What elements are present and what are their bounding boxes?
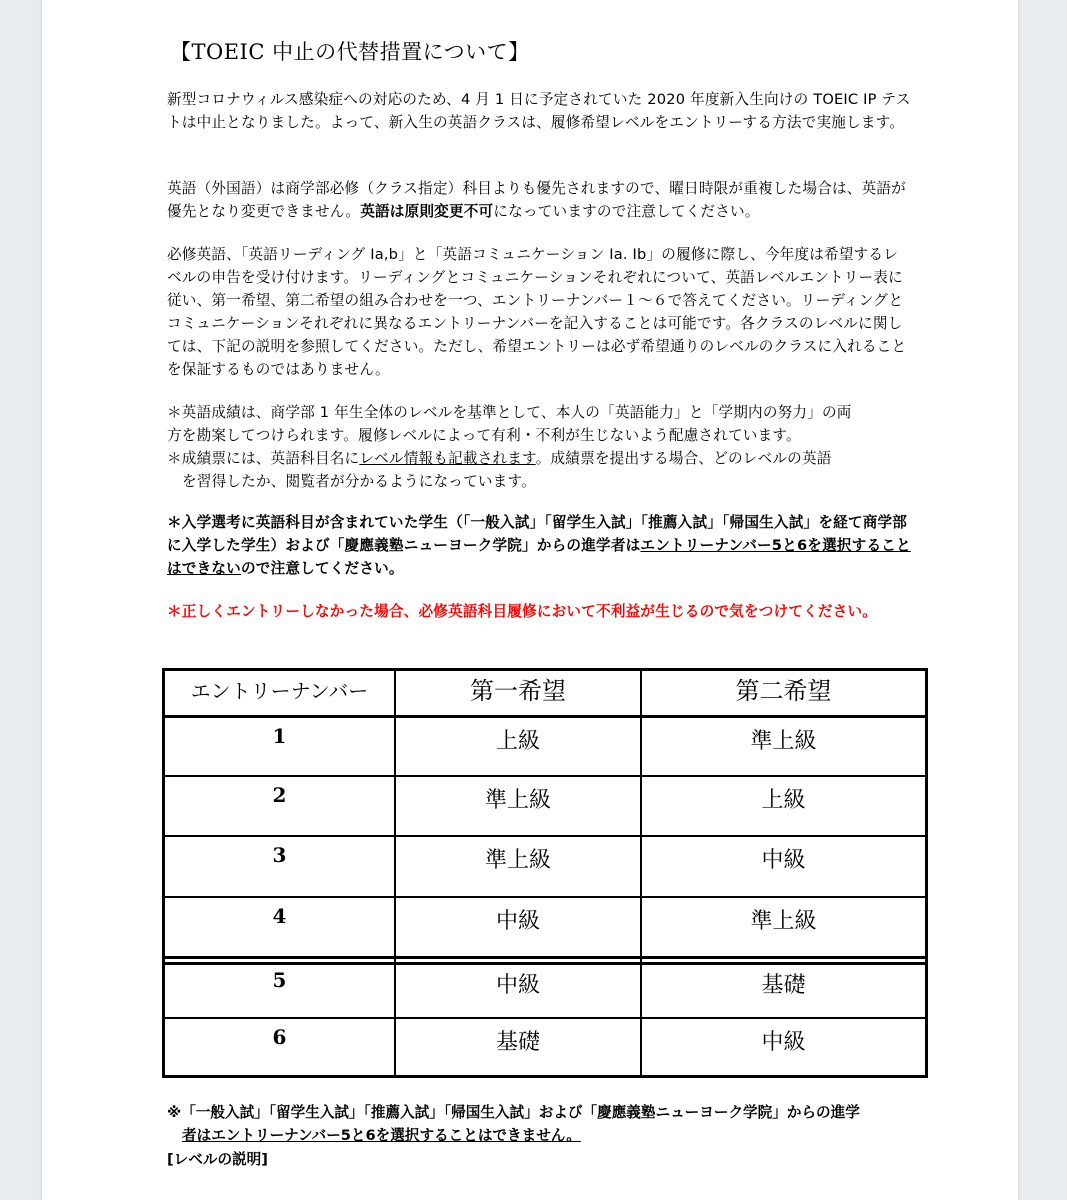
header-second-choice: 第二希望 bbox=[640, 671, 925, 715]
page-title: 【TOEIC 中止の代替措置について】 bbox=[170, 40, 530, 64]
table-row: 3 準上級 中級 bbox=[165, 837, 925, 896]
header-entry-number: エントリーナンバー bbox=[190, 679, 369, 703]
document-page bbox=[42, 0, 1018, 1200]
table-row: 6 基礎 中級 bbox=[165, 1019, 925, 1075]
exam-restriction-warning: ＊入学選考に英語科目が含まれていた学生（「一般入試」「留学生入試」「推薦入試」「帰国生入試」を経て商学部に入学した学生）および「慶應義塾ニューヨーク学院」からの進学者はエントリーナンバー5と6を選択することはできないので注意してください。 bbox=[167, 514, 911, 577]
entry-table bbox=[162, 668, 928, 1078]
table-header-row bbox=[165, 671, 925, 715]
transcript-note: ＊成績票には、英語科目名にレベル情報も記載されます。成績票を提出する場合、どのレベルの英語 bbox=[167, 450, 832, 467]
table-row: 5 中級 基礎 bbox=[165, 959, 925, 1017]
table-row: 4 中級 準上級 bbox=[165, 898, 925, 956]
priority-paragraph: 英語（外国語）は商学部必修（クラス指定）科目よりも優先されますので、曜日時限が重複した場合は、英語が優先となり変更できません。英語は原則変更不可になっていますので注意してください。 bbox=[167, 180, 906, 220]
footnote: ※「一般入試」「留学生入試」「推薦入試」「帰国生入試」および「慶應義塾ニューヨーク学院」からの進学 者はエントリーナンバー5と6を選択することはできません。 bbox=[167, 1104, 860, 1144]
entry-error-warning: ＊正しくエントリーしなかった場合、必修英語科目履修において不利益が生じるので気をつけてください。 bbox=[167, 603, 878, 620]
grading-note: ＊英語成績は、商学部 1 年生全体のレベルを基準として、本人の「英語能力」と「学期内の努力」の両 方を勘案してつけられます。履修レベルによって有利・不利が生じないよう配慮されています。 ＊成績票には、英語科目名にレベル情報も記載されます。成績票を提出する場合、どのレベルの英語 を習得したか、閲覧者が分かるようになっています。 bbox=[167, 401, 912, 493]
table-row: 1 上級 準上級 bbox=[165, 718, 925, 775]
no-change-emphasis: 英語は原則変更不可 bbox=[360, 203, 494, 220]
level-explanation-heading: [レベルの説明] bbox=[167, 1151, 268, 1168]
table-row: 2 準上級 上級 bbox=[165, 777, 925, 835]
intro-paragraph: 新型コロナウィルス感染症への対応のため、4 月 1 日に予定されていた 2020 年度新入生向けの TOEIC IP テストは中止となりました。よって、新入生の英語クラスは、履修希望レベルをエントリーする方法で実施します。 bbox=[167, 91, 911, 131]
header-first-choice: 第一希望 bbox=[394, 671, 640, 715]
entry-instructions-paragraph: 必修英語、「英語リーディング Ia,b」と「英語コミュニケーション Ia. Ib」の履修に際し、今年度は希望するレベルの申告を受け付けます。リーディングとコミュニケーションそれぞれについて、英語レベルエントリー表に従い、第一希望、第二希望の組み合わせを一つ、エントリーナンバー１～６で答えてください。リーディングとコミュニケーションそれぞれに異なるエントリーナンバーを記入することは可能です。各クラスのレベルに関しては、下記の説明を参照してください。ただし、希望エントリーは必ず希望通りのレベルのクラスに入れることを保証するものではありません。 bbox=[167, 246, 907, 378]
